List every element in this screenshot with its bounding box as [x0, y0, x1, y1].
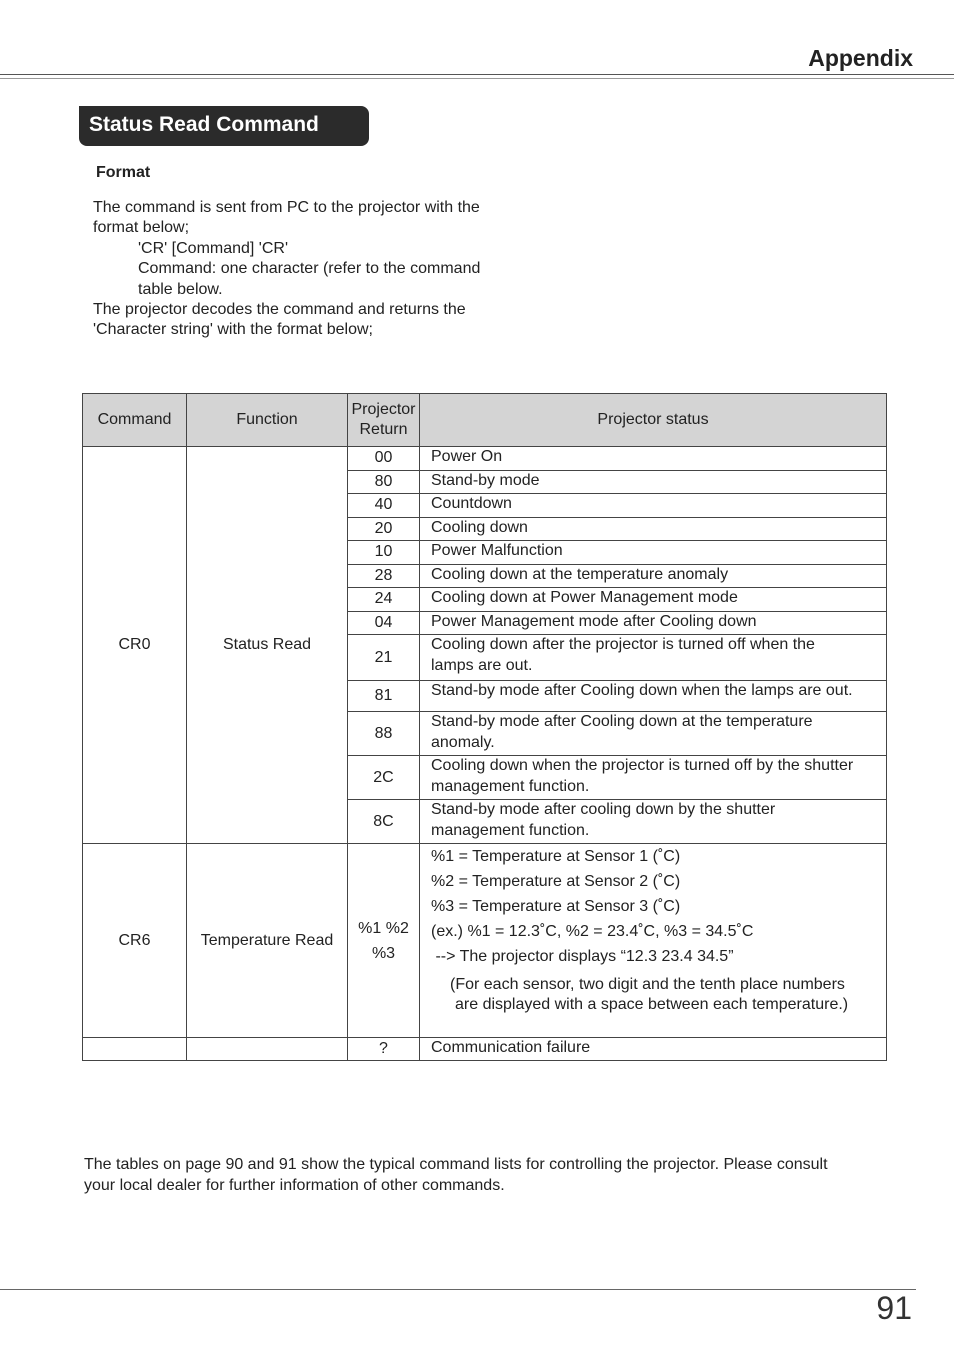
intro-line: Command: one character (refer to the command [138, 260, 481, 278]
table-row-failure [83, 1038, 887, 1061]
status-text: Countdown [420, 494, 887, 518]
return-code: 80 [348, 470, 420, 494]
empty-cell [83, 1038, 187, 1061]
header-command: Command [83, 394, 187, 447]
footer-line: The tables on page 90 and 91 show the typical command lists for controlling the projector. Please consult [84, 1156, 828, 1173]
status-line: lamps are out. [431, 656, 533, 674]
status-line: Cooling down after the projector is turned off when the [431, 636, 815, 653]
status-text [420, 635, 887, 681]
cr0-function: Status Read [187, 447, 348, 844]
temp-line: --> The projector displays “12.3 23.4 34.5” [431, 948, 734, 965]
intro-line: 'Character string' with the format below; [93, 321, 373, 339]
status-text: Stand-by mode [420, 470, 887, 494]
status-text: Cooling down at Power Management mode [420, 588, 887, 612]
temp-note: (For each sensor, two digit and the tenth place numbers [450, 976, 845, 993]
temp-line: %1 = Temperature at Sensor 1 (˚C) [431, 848, 681, 865]
temp-line: %3 = Temperature at Sensor 3 (˚C) [431, 898, 681, 915]
empty-cell [187, 1038, 348, 1061]
table-header-row [83, 394, 887, 447]
intro-line: The command is sent from PC to the projector with the [93, 199, 480, 216]
status-text: Stand-by mode after Cooling down when the lamps are out. [420, 681, 887, 712]
header-status: Projector status [420, 394, 887, 447]
return-code: 88 [348, 712, 420, 756]
status-text: Communication failure [420, 1038, 887, 1061]
status-line: management function. [431, 777, 590, 795]
page-header-title: Appendix [808, 45, 913, 71]
status-text [420, 712, 887, 756]
return-code: 81 [348, 681, 420, 712]
return-code: 40 [348, 494, 420, 518]
return-code: 8C [348, 800, 420, 844]
return-code: 00 [348, 447, 420, 471]
status-text: Power Malfunction [420, 541, 887, 565]
status-text [420, 756, 887, 800]
temp-note: are displayed with a space between each temperature.) [455, 996, 849, 1013]
temp-line: %2 = Temperature at Sensor 2 (˚C) [431, 873, 681, 890]
footer-line: your local dealer for further information of other commands. [84, 1176, 505, 1194]
status-line: Stand-by mode after cooling down by the shutter [431, 801, 776, 818]
section-title: Status Read Command [79, 106, 369, 146]
header-function: Function [187, 394, 348, 447]
return-code: 2C [348, 756, 420, 800]
cr6-return-line: %3 [371, 944, 396, 962]
return-code: 10 [348, 541, 420, 565]
status-line: anomaly. [431, 733, 495, 751]
return-code: 20 [348, 517, 420, 541]
table-row [83, 447, 887, 471]
cr6-return [348, 844, 420, 1038]
status-text: Power Management mode after Cooling down [420, 611, 887, 635]
intro-line: table below. [138, 280, 223, 298]
status-text [420, 800, 887, 844]
header-return-line: Projector [351, 401, 416, 418]
return-code: 04 [348, 611, 420, 635]
header-rule-thin [0, 78, 954, 79]
header-rule [0, 74, 954, 75]
status-text: Cooling down at the temperature anomaly [420, 564, 887, 588]
cr6-status [420, 844, 887, 1038]
temp-line: (ex.) %1 = 12.3˚C, %2 = 23.4˚C, %3 = 34.5˚C [431, 923, 754, 940]
status-line: Cooling down when the projector is turned off by the shutter [431, 757, 854, 774]
return-code: 28 [348, 564, 420, 588]
header-return [348, 394, 420, 447]
table-row-temperature [83, 844, 887, 1038]
status-command-table [82, 393, 887, 1061]
cr6-command: CR6 [83, 844, 187, 1038]
footer-rule [0, 1289, 916, 1290]
footer-note [84, 1155, 904, 1196]
status-text: Cooling down [420, 517, 887, 541]
intro-line: The projector decodes the command and returns the [93, 301, 466, 319]
status-line: Stand-by mode after Cooling down at the temperature [431, 713, 813, 730]
page-number: 91 [876, 1290, 912, 1326]
format-description [93, 198, 523, 341]
return-code: 24 [348, 588, 420, 612]
intro-line: format below; [93, 219, 190, 237]
cr0-command: CR0 [83, 447, 187, 844]
intro-line: 'CR' [Command] 'CR' [138, 239, 289, 257]
status-line: management function. [431, 821, 590, 839]
return-code: 21 [348, 635, 420, 681]
header-return-line: Return [359, 421, 408, 438]
format-label: Format [96, 164, 151, 181]
cr6-function: Temperature Read [187, 844, 348, 1038]
cr6-return-line: %1 %2 [358, 919, 409, 937]
return-code: ? [348, 1038, 420, 1061]
status-text: Power On [420, 447, 887, 471]
